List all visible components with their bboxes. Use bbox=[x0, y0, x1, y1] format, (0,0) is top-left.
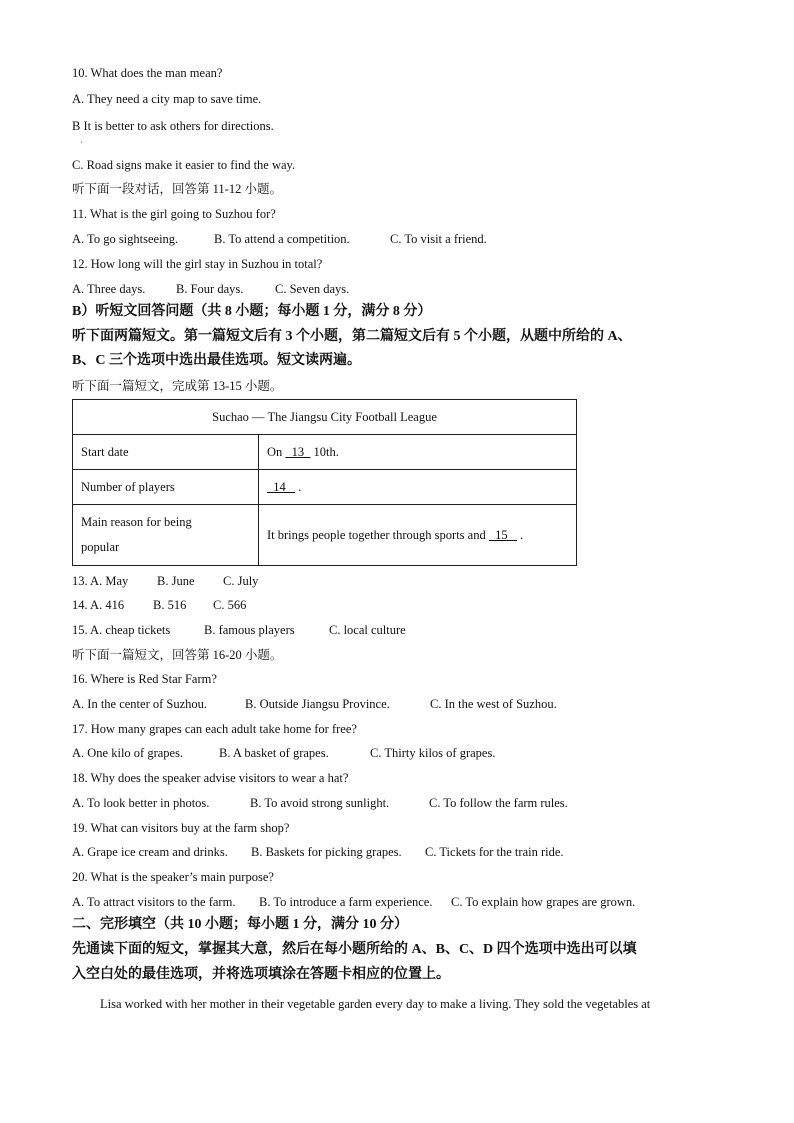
q18-question: 18. Why does the speaker advise visitors to wear a hat? bbox=[72, 771, 349, 785]
q17-options bbox=[72, 745, 495, 761]
q20-options bbox=[72, 894, 635, 910]
start-date-prefix: On bbox=[267, 444, 283, 459]
q20-option-b: B. To introduce a farm experience. bbox=[259, 895, 433, 909]
q13-option-c: C. July bbox=[223, 574, 259, 588]
blank-14: 14 bbox=[267, 479, 296, 494]
row-value-number-of-players bbox=[259, 470, 577, 505]
q13-options bbox=[72, 573, 258, 589]
q19-question: 19. What can visitors buy at the farm shop? bbox=[72, 821, 290, 835]
q16-option-a: A. In the center of Suzhou. bbox=[72, 697, 208, 711]
q18-option-a: A. To look better in photos. bbox=[72, 796, 210, 810]
q19-options bbox=[72, 844, 564, 860]
section-2-title: 二、完形填空（共 10 小题；每小题 1 分，满分 10 分） bbox=[72, 917, 408, 932]
instruction-16-20: 听下面一篇短文，回答第 16-20 小题。 bbox=[72, 648, 283, 662]
table-row bbox=[73, 470, 577, 505]
q16-option-c: C. In the west of Suzhou. bbox=[430, 697, 557, 711]
start-date-suffix: 10th. bbox=[313, 444, 339, 459]
main-reason-text: It brings people together through sports and bbox=[267, 527, 486, 542]
table-row bbox=[73, 505, 577, 566]
main-reason-suffix: . bbox=[520, 527, 524, 542]
q10-question: 10. What does the man mean? bbox=[72, 66, 223, 80]
q10-option-c: C. Road signs make it easier to find the way. bbox=[72, 158, 296, 172]
q12-options bbox=[72, 281, 349, 297]
q18-options bbox=[72, 795, 568, 811]
q16-question: 16. Where is Red Star Farm? bbox=[72, 672, 217, 686]
q10-option-a: A. They need a city map to save time. bbox=[72, 92, 262, 106]
q19-option-c: C. Tickets for the train ride. bbox=[425, 845, 564, 859]
q10-option-b: B It is better to ask others for directions. bbox=[72, 119, 274, 133]
q15-options bbox=[72, 622, 406, 638]
q11-option-a: A. To go sightseeing. bbox=[72, 232, 179, 246]
section-2-instruction-1: 先通读下面的短文，掌握其大意，然后在每小题所给的 A、B、C、D 四个选项中选出可以填 bbox=[72, 942, 637, 957]
q12-option-c: C. Seven days. bbox=[275, 282, 350, 296]
row-value-main-reason bbox=[259, 505, 577, 566]
q16-options bbox=[72, 696, 557, 712]
q19-option-b: B. Baskets for picking grapes. bbox=[251, 845, 402, 859]
q11-option-b: B. To attend a competition. bbox=[214, 232, 350, 246]
table-title: Suchao — The Jiangsu City Football League bbox=[73, 400, 577, 435]
table-row bbox=[73, 435, 577, 470]
row-label-main-reason bbox=[73, 505, 259, 566]
q15-option-a: 15. A. cheap tickets bbox=[72, 623, 171, 637]
q14-option-a: 14. A. 416 bbox=[72, 598, 125, 612]
q14-option-c: C. 566 bbox=[213, 598, 247, 612]
table-header-row bbox=[73, 400, 577, 435]
section-2-instruction-2: 入空白处的最佳选项，并将选项填涂在答题卡相应的位置上。 bbox=[72, 967, 450, 982]
q15-option-b: B. famous players bbox=[204, 623, 295, 637]
q20-question: 20. What is the speaker’s main purpose? bbox=[72, 870, 274, 884]
q19-option-a: A. Grape ice cream and drinks. bbox=[72, 845, 228, 859]
football-league-table bbox=[72, 399, 577, 566]
passage-line-1: Lisa worked with her mother in their vegetable garden every day to make a living. They sold the vegetables at bbox=[100, 997, 651, 1011]
main-reason-label-line1: Main reason for being bbox=[81, 515, 192, 529]
instruction-11-12: 听下面一段对话，回答第 11-12 小题。 bbox=[72, 182, 282, 196]
q16-option-b: B. Outside Jiangsu Province. bbox=[245, 697, 390, 711]
players-suffix: . bbox=[298, 479, 302, 494]
q13-option-a: 13. A. May bbox=[72, 574, 129, 588]
q14-option-b: B. 516 bbox=[153, 598, 187, 612]
q18-option-b: B. To avoid strong sunlight. bbox=[250, 796, 390, 810]
blank-13: 13 bbox=[285, 444, 311, 459]
q13-option-b: B. June bbox=[157, 574, 195, 588]
q15-option-c: C. local culture bbox=[329, 623, 406, 637]
row-label-number-of-players: Number of players bbox=[73, 470, 259, 505]
q11-question: 11. What is the girl going to Suzhou for? bbox=[72, 207, 276, 221]
section-b-instruction-1: 听下面两篇短文。第一篇短文后有 3 个小题，第二篇短文后有 5 个小题，从题中所给的 A、 bbox=[72, 329, 632, 344]
q12-option-b: B. Four days. bbox=[176, 282, 244, 296]
q14-options bbox=[72, 597, 246, 613]
q12-question: 12. How long will the girl stay in Suzhou in total? bbox=[72, 257, 323, 271]
q17-question: 17. How many grapes can each adult take home for free? bbox=[72, 722, 357, 736]
stray-dot-mark: · bbox=[80, 138, 83, 147]
main-reason-label-line2: popular bbox=[81, 540, 120, 554]
q20-option-c: C. To explain how grapes are grown. bbox=[451, 895, 636, 909]
section-b-instruction-2: B、C 三个选项中选出最佳选项。短文读两遍。 bbox=[72, 353, 361, 368]
q17-option-b: B. A basket of grapes. bbox=[219, 746, 329, 760]
q18-option-c: C. To follow the farm rules. bbox=[429, 796, 568, 810]
blank-15: 15 bbox=[488, 527, 517, 542]
instruction-13-15: 听下面一篇短文，完成第 13-15 小题。 bbox=[72, 379, 283, 393]
row-label-start-date: Start date bbox=[73, 435, 259, 470]
q11-option-c: C. To visit a friend. bbox=[390, 232, 487, 246]
q17-option-c: C. Thirty kilos of grapes. bbox=[370, 746, 496, 760]
q12-option-a: A. Three days. bbox=[72, 282, 146, 296]
row-value-start-date bbox=[259, 435, 577, 470]
q17-option-a: A. One kilo of grapes. bbox=[72, 746, 184, 760]
section-b-title: B）听短文回答问题（共 8 小题；每小题 1 分，满分 8 分） bbox=[72, 304, 432, 319]
q20-option-a: A. To attract visitors to the farm. bbox=[72, 895, 236, 909]
q11-options bbox=[72, 231, 487, 247]
